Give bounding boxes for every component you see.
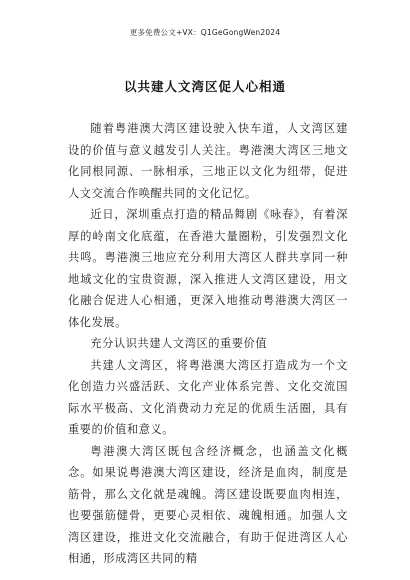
section-heading: 充分认识共建人文湾区的重要价值 xyxy=(90,337,268,350)
paragraph-intro: 随着粤港澳大湾区建设驶入快车道，人文湾区建设的价值与意义越发引人关注。粤港澳大湾区三地文化同根同源、一脉相承，三地正以文化为纽带，促进人文交流合作唤醒共同的文化记忆。 xyxy=(68,122,348,200)
header-note: 更多免费公文+VX：Q1GeGongWen2024 xyxy=(129,28,281,37)
paragraph-value: 共建人文湾区，将粤港澳大湾区打造成为一个文化创造力兴盛活跃、文化产业体系完善、文化交流国际水平极高、文化消费动力充足的优质生活圈，具有重要的价值和意义。 xyxy=(68,358,348,436)
document-title: 以共建人文湾区促人心相通 xyxy=(123,79,286,94)
document-body xyxy=(68,118,348,570)
paragraph-recent: 近日，深圳重点打造的精品舞剧《咏春》，有着深厚的岭南文化底蕴，在香港大量圈粉，引发强烈文化共鸣。粤港澳三地应充分利用大湾区人群共享同一种地域文化的宝贵资源，深入推进人文湾区建设，用文化融合促进人心相通，更深入地推动粤港澳大湾区一体化发展。 xyxy=(68,208,348,329)
paragraph-culture: 粤港澳大湾区既包含经济概念，也涵盖文化概念。如果说粤港澳大湾区建设，经济是血肉，制度是筋骨，那么文化就是魂魄。湾区建设既要血肉相连，也要强筋健骨，更要心灵相依、魂魄相通。加强人文湾区建设，推进文化交流融合，有助于促进湾区人心相通，形成湾区共同的精 xyxy=(68,444,348,565)
